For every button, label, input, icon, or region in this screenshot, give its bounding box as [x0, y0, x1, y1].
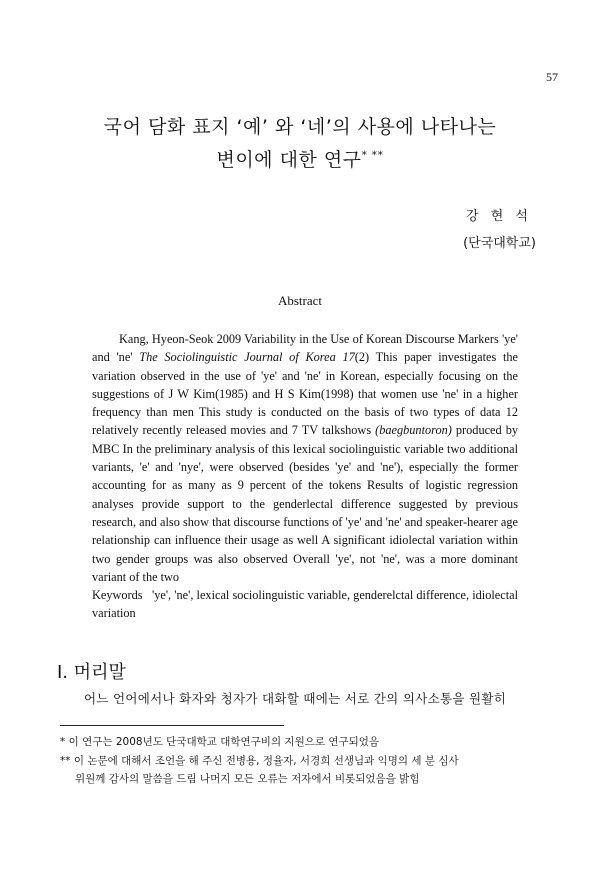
author-name: 강 현 석	[466, 209, 532, 224]
title-footnote-marks: * **	[361, 148, 384, 162]
abstract-issue: (2)	[354, 350, 370, 365]
abstract-text-b: produced by MBC In the preliminary analysis of this lexical sociolinguistic variable two additional variants, 'e' and 'nye', were observed (besides 'ye' and 'ne'), especially the former accounting for as many as 9 percent of the tokens Results of logistic regression analyses provide support to the genderlectal difference suggested by previous research, and also show that discourse functions of 'ye' and 'ne' and speaker-hearer age relationship can influence their usage as well A significant idiolectal variation within two gender groups was also observed Overall 'ye', not 'ne', was a more dominant variant of the two	[92, 423, 518, 584]
author-affiliation: (단국대학교)	[463, 236, 536, 251]
keywords-label: Keywords	[92, 588, 143, 603]
keywords-list: 'ye', 'ne', lexical sociolinguistic variable, genderelctal difference, idiolectal variation	[92, 588, 518, 621]
footnote-1-mark: *	[60, 736, 66, 748]
abstract-text-a: This paper investigates the variation observed in the use of 'ye' and 'ne' in Korean, especially focusing on the suggestions of J W Kim(1985) and H S Kim(1998) that women use 'ne' in a higher frequency than men This study is conducted on the basis of two types of data 12 relatively recently released movies and 7 TV talkshows	[92, 350, 519, 438]
abstract-journal: The Sociolinguistic Journal of Korea 17	[139, 350, 355, 365]
section-heading: I. 머리말	[57, 662, 126, 683]
abstract-heading: Abstract	[277, 293, 323, 308]
footnote-2	[60, 752, 550, 788]
page-number: 57	[546, 70, 558, 84]
title-line-1: 국어 담화 표지 ‘예’ 와 ‘네’의 사용에 나타나는	[103, 116, 497, 138]
footnote-1	[60, 733, 550, 751]
abstract-italic-term: (baegbuntoron)	[375, 423, 452, 438]
title-line-2-text: 변이에 대한 연구	[216, 149, 362, 171]
body-first-line: 어느 언어에서나 화자와 청자가 대화할 때에는 서로 간의 의사소통을 원활히	[84, 691, 507, 706]
abstract-citation: Kang, Hyeon-Seok 2009 Variability in the Use of Korean Discourse Markers 'ye' and 'ne'	[92, 332, 518, 365]
title-line-2	[0, 145, 600, 172]
footnote-2-mark: **	[60, 755, 71, 767]
keywords	[92, 586, 518, 623]
footnote-2-text-cont: 위원께 감사의 말씀을 드림 나머지 모든 오류는 저자에서 비롯되었음을 밝힘	[75, 773, 420, 785]
abstract-body	[92, 330, 518, 623]
footnote-1-text: 이 연구는 2008년도 단국대학교 대학연구비의 지원으로 연구되었음	[68, 736, 380, 748]
footnote-2-text: 이 논문에 대해서 조언을 해 주신 전병용, 정율자, 서경희 선생님과 익명의 세 분 심사	[73, 755, 459, 767]
abstract-paragraph	[92, 330, 518, 586]
footnote-divider	[60, 725, 284, 726]
